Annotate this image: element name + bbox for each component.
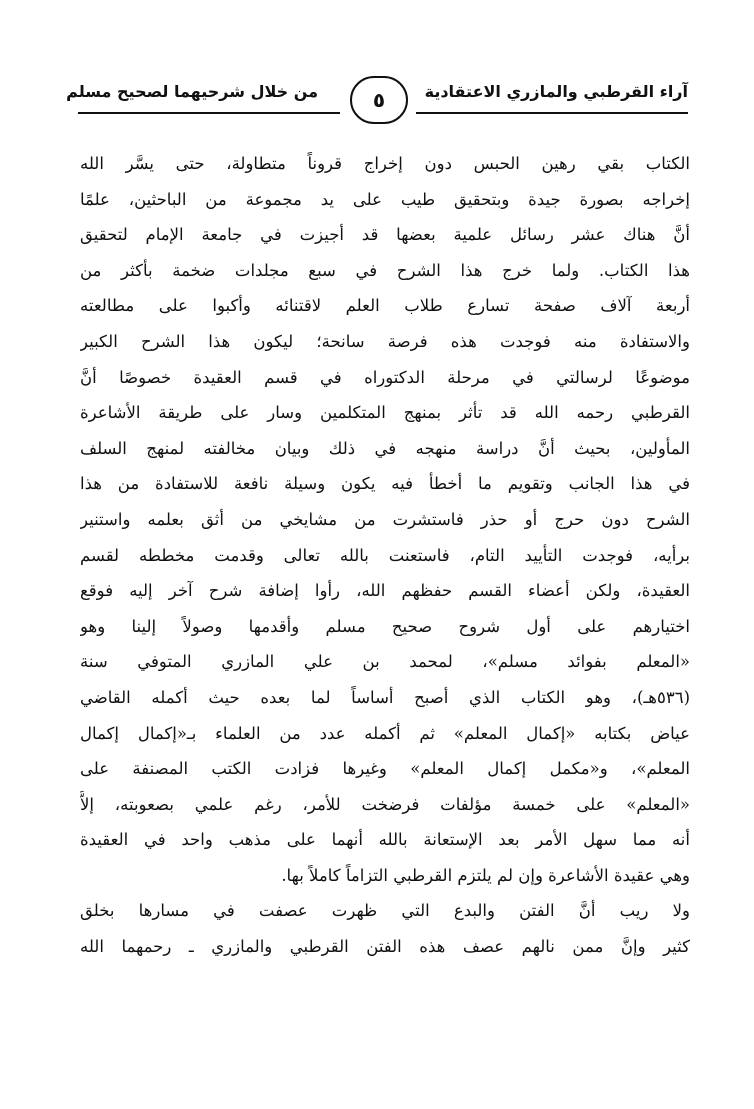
text-line: هذا الكتاب. ولما خرج هذا الشرح في سبع مجلدات ضخمة بأكثر من [80, 260, 690, 280]
text-line: عياض بكتابه «إكمال المعلم» ثم أكمله عدد من العلماء بـ«إكمال إكمال [80, 723, 690, 743]
text-line: والاستفادة منه فوجدت هذه فرصة سانحة؛ ليكون هذا الشرح الكبير [80, 331, 690, 351]
text-line: أنه مما سهل الأمر بعد الإستعانة بالله أنهما على مذهب واحد في العقيدة [80, 830, 690, 850]
book-subtitle: من خلال شرحيهما لصحيح مسلم [66, 82, 318, 101]
page-number: ٥ [350, 76, 408, 124]
text-line: العقيدة، ولكن أعضاء القسم حفظهم الله، رأوا إضافة شرح آخر إليه فوقع [80, 581, 690, 601]
text-line: المعلم»، و«مكمل إكمال المعلم» وغيرها فزادت الكتب المصنفة على [80, 759, 690, 779]
text-line: القرطبي رحمه الله قد تأثر بمنهج المتكلمين وسار على طريقة الأشاعرة [80, 403, 690, 423]
text-line: (٥٣٦هـ)، وهو الكتاب الذي أصبح أساساً لما بعده حيث أكمله القاضي [80, 687, 690, 707]
running-header [66, 76, 688, 126]
book-title: آراء القرطبي والمازري الاعتقادية [424, 82, 688, 101]
text-line: إخراجه بصورة جيدة وبتحقيق طيب على يد مجموعة من الباحثين، علمًا [80, 189, 690, 209]
text-line: أربعة آلاف صفحة تسارع طلاب العلم لاقتنائه وأكبوا على مطالعته [80, 296, 690, 316]
body-text [80, 146, 690, 965]
text-line: أنَّ هناك عشر رسائل علمية بعضها قد أجيزت في جامعة الإمام لتحقيق [80, 225, 690, 245]
text-line-paragraph-end: وهي عقيدة الأشاعرة وإن لم يلتزم القرطبي التزاماً كاملاً بها. [281, 865, 690, 885]
text-line: اختيارهم على أول شروح صحيح مسلم وأقدمها وصولاً إلينا وهو [80, 616, 690, 636]
text-line: برأيه، فوجدت التأييد التام، فاستعنت بالله تعالى وقدمت مخططه لقسم [80, 545, 690, 565]
text-line: في هذا الجانب وتقويم ما أخطأ فيه يكون وسيلة نافعة للاستفادة من هذا [80, 474, 690, 494]
header-rule-right [416, 112, 688, 114]
text-line: ولا ريب أنَّ الفتن والبدع التي ظهرت عصفت في مسارها بخلق [80, 901, 690, 921]
text-line: المأولين، بحيث أنَّ دراسة منهجه في ذلك وبيان مخالفته لمنهج السلف [80, 438, 690, 458]
text-line: «المعلم» على خمسة مؤلفات فرضخت للأمر، رغم علمي بصعوبته، إلاَّ [80, 794, 690, 814]
text-line: موضوعًا لرسالتي في مرحلة الدكتوراه في قسم العقيدة خصوصًا أنَّ [80, 367, 690, 387]
text-line: الشرح دون حرج أو حذر فاستشرت من مشايخي من أثق بعلمه واستنير [80, 509, 690, 529]
header-rule-left [78, 112, 340, 114]
text-line: «المعلم بفوائد مسلم»، لمحمد بن علي المازري المتوفي سنة [80, 652, 690, 672]
text-line: الكتاب بقي رهين الحبس دون إخراج قروناً متطاولة، حتى يسَّر الله [80, 154, 690, 173]
text-line: كثير وإنَّ ممن نالهم عصف هذه الفتن القرطبي والمازري ـ رحمهما الله [80, 937, 690, 957]
